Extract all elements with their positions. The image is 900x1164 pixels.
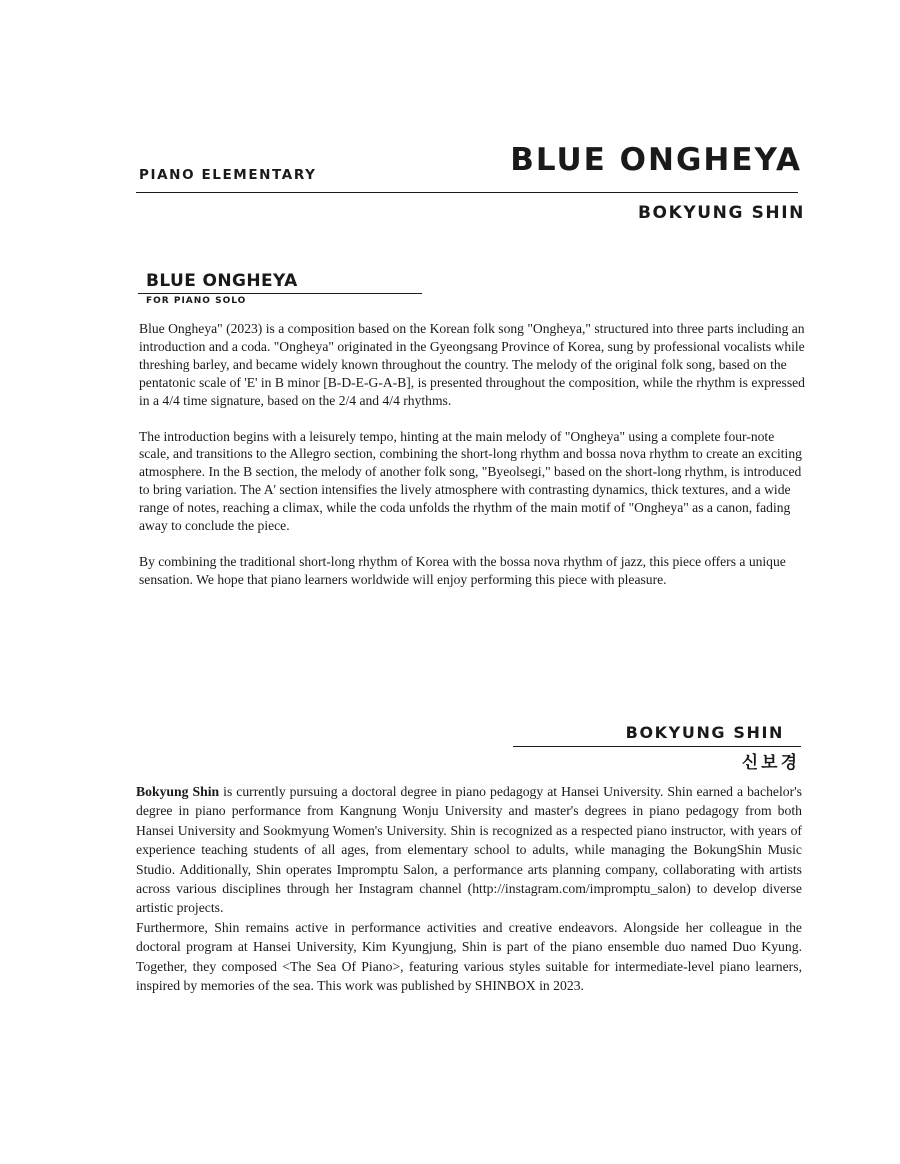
- composer-korean-name: 신보경: [741, 753, 800, 773]
- main-title: BLUE ONGHEYA: [510, 142, 802, 178]
- composer-bio-heading: BOKYUNG SHIN: [625, 723, 784, 742]
- program-notes-paragraph: The introduction begins with a leisurely tempo, hinting at the main melody of "Ongheya" using a complete four-note scale, and transitions to the Allegro section, combining the short-long rhythm and bossa nova rhythm to create an exciting atmosphere. In the B section, the melody of another folk song, "Byeolsegi," based on the short-long rhythm, is introduced to bring variation. The A' section intensifies the lively atmosphere with contrasting dynamics, thick textures, and a wide range of notes, reaching a climax, while the coda unfolds the rhythm of the main motif of "Ongheya" as a canon, fading away to conclude the piece.: [139, 428, 802, 534]
- header-divider: [136, 192, 798, 193]
- piece-title-divider: [138, 293, 422, 294]
- program-notes: [139, 320, 805, 607]
- bio-paragraph-text: is currently pursuing a doctoral degree in piano pedagogy at Hansei University. Shin earned a bachelor's degree in piano performance from Kangnung Wonju University and master's degrees in piano pedagogy from both Hansei University and Sookmyung Women's University. Shin is recognized as a respected piano instructor, with years of experience teaching students of all ages, from elementary school to adults, while managing the BokungShin Music Studio. Additionally, Shin operates Impromptu Salon, a performance arts planning company, collaborating with artists across various disciplines through her Instagram channel (http://instagram.com/impromptu_salon) to develop diverse artistic projects.: [136, 784, 802, 916]
- piece-title: BLUE ONGHEYA: [146, 271, 298, 291]
- bio-bold-name: Bokyung Shin: [136, 784, 220, 799]
- composer-bio-divider: [513, 746, 801, 747]
- composer-bio: [136, 782, 802, 995]
- program-notes-paragraph: Blue Ongheya" (2023) is a composition based on the Korean folk song "Ongheya," structured into three parts including an introduction and a coda. "Ongheya" originated in the Gyeongsang Province of Korea, sung by professional vocalists while threshing barley, and became widely known throughout the country. The melody of the original folk song, based on the pentatonic scale of 'E' in B minor [B-D-E-G-A-B], is presented throughout the composition, while the rhythm is expressed in a 4/4 time signature, based on the 2/4 and 4/4 rhythms.: [139, 321, 805, 408]
- bio-paragraph: Furthermore, Shin remains active in performance activities and creative endeavors. Alongside her colleague in the doctoral program at Hansei University, Kim Kyungjung, Shin is part of the piano ensemble duo named Duo Kyung. Together, they composed <The Sea Of Piano>, featuring various styles suitable for intermediate-level piano learners, inspired by memories of the sea. This work was published by SHINBOX in 2023.: [136, 919, 802, 994]
- program-notes-paragraph: By combining the traditional short-long rhythm of Korea with the bossa nova rhythm of jazz, this piece offers a unique sensation. We hope that piano learners worldwide will enjoy performing this piece with pleasure.: [139, 553, 786, 587]
- bio-paragraph: [136, 782, 802, 918]
- series-category: PIANO ELEMENTARY: [139, 167, 317, 183]
- header-composer-name: BOKYUNG SHIN: [637, 203, 805, 223]
- piece-subtitle: FOR PIANO SOLO: [146, 296, 247, 306]
